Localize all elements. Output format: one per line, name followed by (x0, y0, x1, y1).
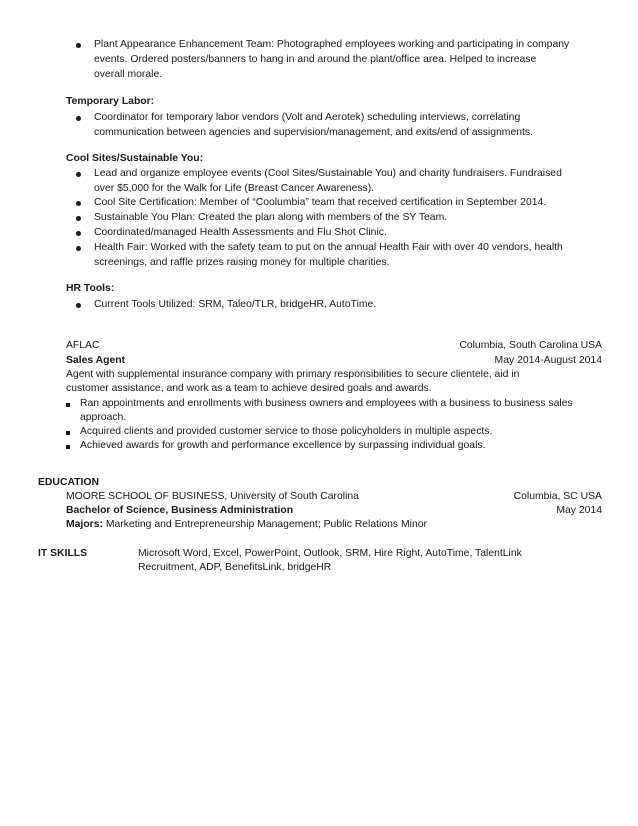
bullet-square (66, 431, 70, 435)
aflac-bullet2: Acquired clients and provided customer service to those policyholders in multiple aspects. (80, 426, 493, 437)
education-majors (66, 518, 427, 532)
it-skills-heading: IT SKILLS (38, 548, 88, 559)
cool-sites-bullet5-line1: Health Fair: Worked with the safety team to put on the annual Health Fair with over 40 vendors, health (94, 242, 563, 253)
plant-bullet-line2: events. Ordered posters/banners to hang in and around the plant/office area. Helped to increase (94, 54, 537, 65)
cool-sites-bullet1-line1: Lead and organize employee events (Cool Sites/Sustainable You) and charity fundraisers. Fundraised (94, 168, 562, 179)
bullet-dot (76, 246, 81, 251)
bullet-dot (76, 216, 81, 221)
cool-sites-bullet5-line2: screenings, and raffle prizes raising money for multiple charities. (94, 257, 390, 268)
majors-text: Marketing and Entrepreneurship Management; Public Relations Minor (102, 519, 427, 530)
it-skills-line1: Microsoft Word, Excel, PowerPoint, Outlook, SRM, Hire Right, AutoTime, TalentLink (138, 548, 522, 559)
bullet-square (66, 445, 70, 449)
aflac-bullet1-line1: Ran appointments and enrollments with business owners and employees with a business to business sales (80, 398, 573, 409)
bullet-dot (76, 201, 81, 206)
temp-labor-bullet-line1: Coordinator for temporary labor vendors (Volt and Aerotek) scheduling interviews, correlating (94, 112, 521, 123)
aflac-bullet3: Achieved awards for growth and performance excellence by surpassing individual goals. (80, 440, 486, 451)
plant-bullet-line3: overall morale. (94, 69, 163, 80)
bullet-dot (76, 172, 81, 177)
plant-bullet-line1: Plant Appearance Enhancement Team: Photographed employees working and participating in company (94, 39, 570, 50)
education-degree: Bachelor of Science, Business Administration (66, 505, 294, 516)
it-skills-line2: Recruitment, ADP, BenefitsLink, bridgeHR (138, 562, 332, 573)
cool-sites-bullet3: Sustainable You Plan: Created the plan along with members of the SY Team. (94, 212, 448, 223)
aflac-desc-line1: Agent with supplemental insurance company with primary responsibilities to secure clientele, aid in (66, 369, 520, 380)
bullet-dot (76, 116, 81, 121)
bullet-square (66, 403, 70, 407)
aflac-location: Columbia, South Carolina USA (459, 340, 602, 351)
aflac-company: AFLAC (66, 340, 100, 351)
cool-sites-heading: Cool Sites/Sustainable You: (66, 153, 204, 164)
bullet-dot (76, 43, 81, 48)
majors-label: Majors: (66, 519, 103, 530)
aflac-bullet1-line2: approach. (80, 412, 127, 423)
temporary-labor-heading: Temporary Labor: (66, 96, 155, 107)
education-school: MOORE SCHOOL OF BUSINESS, University of South Carolina (66, 491, 359, 502)
aflac-desc-line2: customer assistance, and work as a team to achieve desired goals and awards. (66, 383, 432, 394)
education-date: May 2014 (556, 505, 602, 516)
education-location: Columbia, SC USA (513, 491, 602, 502)
temp-labor-bullet-line2: communication between agencies and supervision/management, and exits/end of assignments. (94, 127, 533, 138)
cool-sites-bullet4: Coordinated/managed Health Assessments and Flu Shot Clinic. (94, 227, 387, 238)
bullet-dot (76, 303, 81, 308)
hr-tools-bullet: Current Tools Utilized: SRM, Taleo/TLR, bridgeHR, AutoTime. (94, 299, 377, 310)
education-heading: EDUCATION (38, 477, 99, 488)
aflac-dates: May 2014-August 2014 (494, 355, 602, 366)
aflac-title: Sales Agent (66, 355, 126, 366)
cool-sites-bullet2: Cool Site Certification: Member of “Coolumbia” team that received certification in September 2014. (94, 197, 547, 208)
bullet-dot (76, 231, 81, 236)
cool-sites-bullet1-line2: over $5,000 for the Walk for Life (Breast Cancer Awareness). (94, 183, 375, 194)
hr-tools-heading: HR Tools: (66, 283, 115, 294)
